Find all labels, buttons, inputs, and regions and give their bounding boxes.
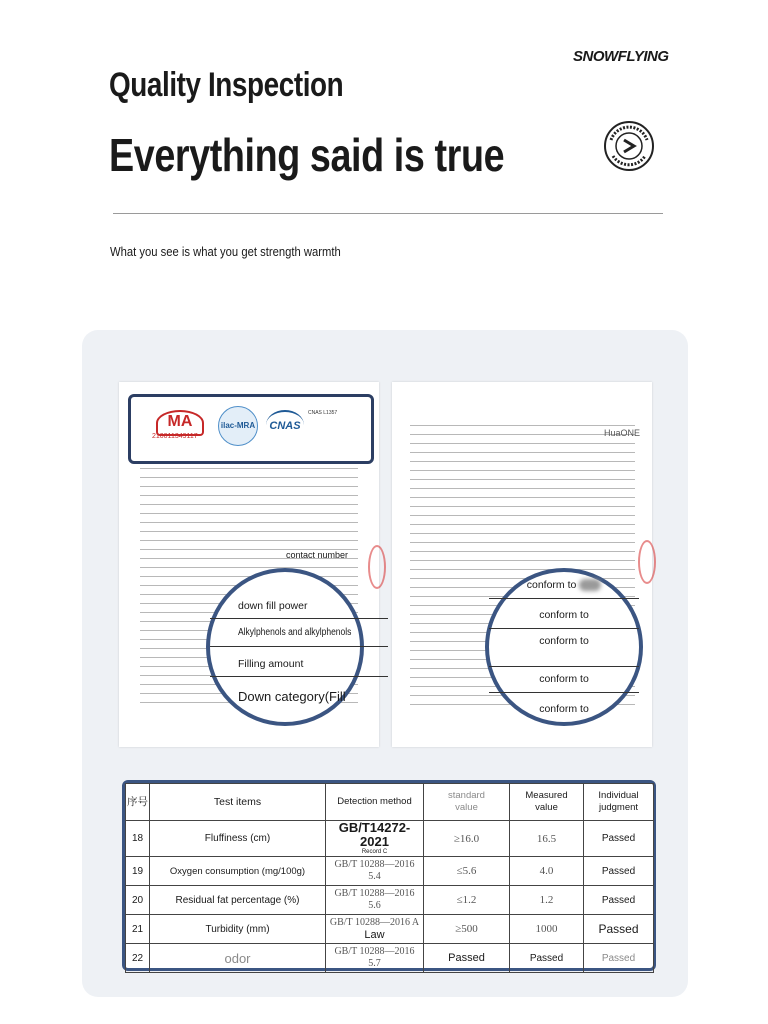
mag-row-label: conform to — [539, 635, 589, 647]
cell-judgment: Passed — [584, 821, 654, 857]
col-header-judgment: Individual judgment — [584, 784, 654, 821]
cell-method: GB/T 10288—2016 5.4 — [326, 857, 424, 886]
method-sub: Record C — [361, 849, 388, 855]
cell-standard: Passed — [424, 944, 510, 973]
cnas-code: CNAS L1357 — [308, 410, 338, 416]
cell-item: Fluffiness (cm) — [150, 821, 326, 857]
cell-no: 22 — [126, 944, 150, 973]
mag-row-label: conform to — [539, 609, 589, 621]
cell-no: 21 — [126, 915, 150, 944]
cell-measured: Passed — [510, 944, 584, 973]
col-header-item: Test items — [150, 784, 326, 821]
cell-standard: ≤5.6 — [424, 857, 510, 886]
table-row — [126, 857, 654, 886]
mag-row-label: down fill power — [238, 600, 308, 612]
cell-method: GB/T 10288—2016 5.6 — [326, 886, 424, 915]
cell-measured: 1.2 — [510, 886, 584, 915]
method-text: GB/T14272-2021 — [338, 820, 411, 849]
magnifier-left — [206, 550, 364, 726]
ma-mark-icon: MA — [156, 410, 204, 436]
cnas-logo-icon: CNAS — [266, 410, 304, 440]
cell-method — [326, 915, 424, 944]
cell-item: Oxygen consumption (mg/100g) — [150, 857, 326, 886]
mag-row-label: conform to — [526, 579, 577, 591]
tagline: What you see is what you get strength warmth — [110, 245, 341, 259]
cell-measured: 1000 — [510, 915, 584, 944]
table-header-row — [126, 784, 654, 821]
col-header-standard: standard value — [424, 784, 510, 821]
red-stamp-icon — [638, 540, 656, 584]
table-row — [126, 821, 654, 857]
col-header-method: Detection method — [326, 784, 424, 821]
cell-measured: 4.0 — [510, 857, 584, 886]
blurred-value — [579, 579, 601, 591]
mag-row-label: contact number — [286, 550, 349, 560]
brand-logo: SNOWFLYING — [573, 48, 669, 65]
cell-judgment: Passed — [584, 915, 654, 944]
table-row — [126, 886, 654, 915]
method-text: GB/T 10288—2016 A — [329, 917, 420, 928]
mag-row-label: Alkylphenols and alkylphenols — [238, 627, 352, 638]
mag-row-label: Filling amount — [238, 658, 304, 670]
report-brand-mark: HuaONE — [604, 428, 641, 438]
col-header-no: 序号 — [126, 784, 150, 821]
method-sub: Law — [364, 929, 385, 941]
cell-item: Residual fat percentage (%) — [150, 886, 326, 915]
ma-number: 210011349117 — [152, 433, 198, 440]
cell-standard: ≥16.0 — [424, 821, 510, 857]
cell-standard: ≤1.2 — [424, 886, 510, 915]
table-row — [126, 944, 654, 973]
page-title: Quality Inspection — [109, 66, 344, 104]
cell-method: GB/T 10288—2016 5.7 — [326, 944, 424, 973]
table-row — [126, 915, 654, 944]
mag-row-label: conform to — [539, 703, 589, 715]
mag-row-label: Down category(Fill — [238, 689, 346, 704]
cell-item: Turbidity (mm) — [150, 915, 326, 944]
cell-judgment: Passed — [584, 857, 654, 886]
cell-no: 18 — [126, 821, 150, 857]
cell-judgment: Passed — [584, 886, 654, 915]
cell-no: 19 — [126, 857, 150, 886]
cell-method — [326, 821, 424, 857]
col-header-measured: Measured value — [510, 784, 584, 821]
cell-standard: ≥500 — [424, 915, 510, 944]
cell-no: 20 — [126, 886, 150, 915]
results-table-box — [122, 780, 656, 971]
results-table — [125, 783, 654, 973]
ilac-mra-icon: ilac-MRA — [218, 406, 258, 446]
magnifier-right — [485, 568, 643, 726]
cell-measured: 16.5 — [510, 821, 584, 857]
header-divider — [113, 213, 663, 214]
cell-item: odor — [150, 944, 326, 973]
cell-judgment: Passed — [584, 944, 654, 973]
headline: Everything said is true — [109, 129, 505, 181]
brand-seal-icon — [603, 120, 655, 172]
mag-row-label: conform to — [539, 673, 589, 685]
